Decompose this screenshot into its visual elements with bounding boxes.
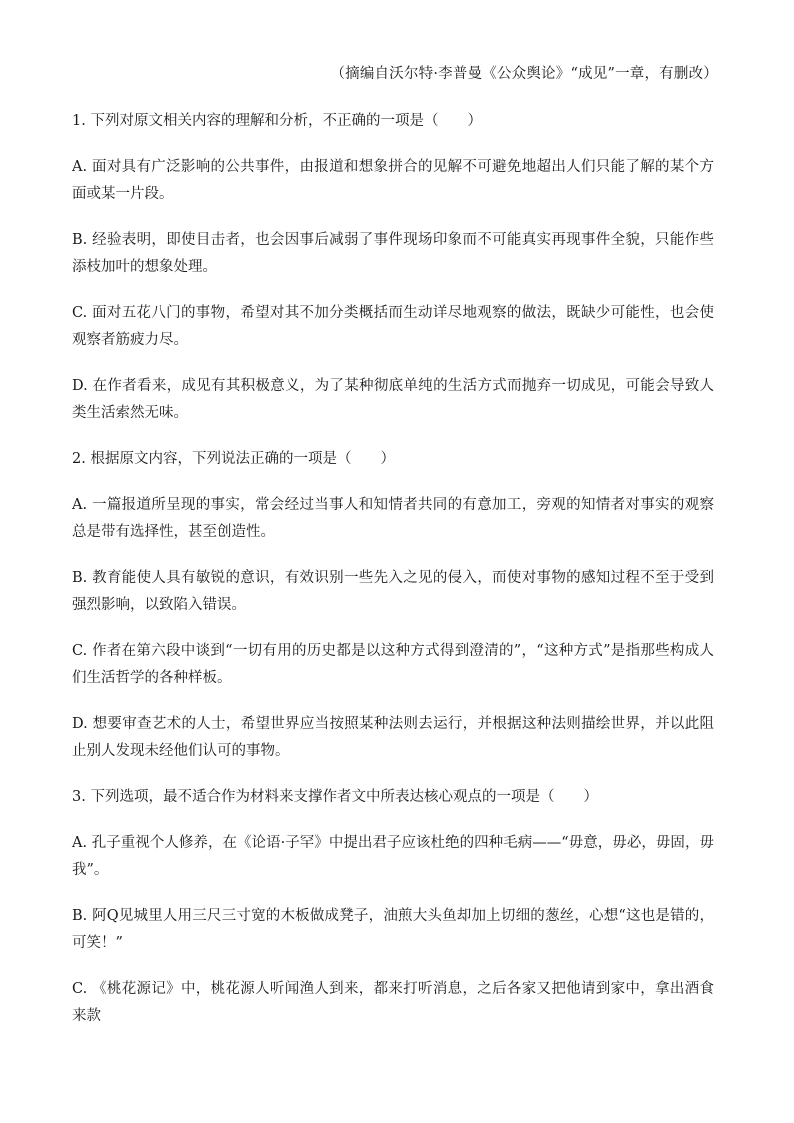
question-1-option-d: D. 在作者看来，成见有其积极意义，为了某种彻底单纯的生活方式而抛弃一切成见，可能会导致人类生活索然无味。	[72, 378, 714, 421]
question-1-option-a: A. 面对具有广泛影响的公共事件，由报道和想象拼合的见解不可避免地超出人们只能了解的某个方面或某一片段。	[72, 159, 714, 202]
question-3-option-b: B. 阿Q见城里人用三尺三寸宽的木板做成凳子，油煎大头鱼却加上切细的葱丝，心想“这也是错的，可笑！”	[72, 908, 714, 951]
question-2-option-c: C. 作者在第六段中谈到“一切有用的历史都是以这种方式得到澄清的”，“这种方式”是指那些构成人们生活哲学的各种样板。	[72, 643, 714, 686]
question-2-stem: 2. 根据原文内容，下列说法正确的一项是（ ）	[72, 451, 395, 467]
question-1-option-b: B. 经验表明，即使目击者，也会因事后减弱了事件现场印象而不可能真实再现事件全貌，只能作些添枝加叶的想象处理。	[72, 232, 714, 275]
question-3-option-a: A. 孔子重视个人修养，在《论语·子罕》中提出君子应该杜绝的四种毛病——“毋意，毋必，毋固，毋我”。	[72, 835, 714, 878]
question-1-option-c: C. 面对五花八门的事物，希望对其不加分类概括而生动详尽地观察的做法，既缺少可能性，也会使观察者筋疲力尽。	[72, 305, 714, 348]
question-3-stem: 3. 下列选项，最不适合作为材料来支撑作者文中所表达核心观点的一项是（ ）	[72, 789, 598, 805]
question-2-option-d: D. 想要审查艺术的人士，希望世界应当按照某种法则去运行，并根据这种法则描绘世界，并以此阻止别人发现未经他们认可的事物。	[72, 716, 714, 759]
source-citation: （摘编自沃尔特·李普曼《公众舆论》“成见”一章，有删改）	[330, 66, 718, 82]
question-list	[72, 108, 714, 1030]
question-3-option-c: C. 《桃花源记》中，桃花源人听闻渔人到来，都来打听消息，之后各家又把他请到家中，拿出酒食来款	[72, 981, 714, 1024]
question-2-option-a: A. 一篇报道所呈现的事实，常会经过当事人和知情者共同的有意加工，旁观的知情者对事实的观察总是带有选择性，甚至创造性。	[72, 497, 714, 540]
question-2-option-b: B. 教育能使人具有敏锐的意识，有效识别一些先入之见的侵入，而使对事物的感知过程不至于受到强烈影响，以致陷入错误。	[72, 570, 714, 613]
question-1-stem: 1. 下列对原文相关内容的理解和分析，不正确的一项是（ ）	[72, 113, 482, 129]
